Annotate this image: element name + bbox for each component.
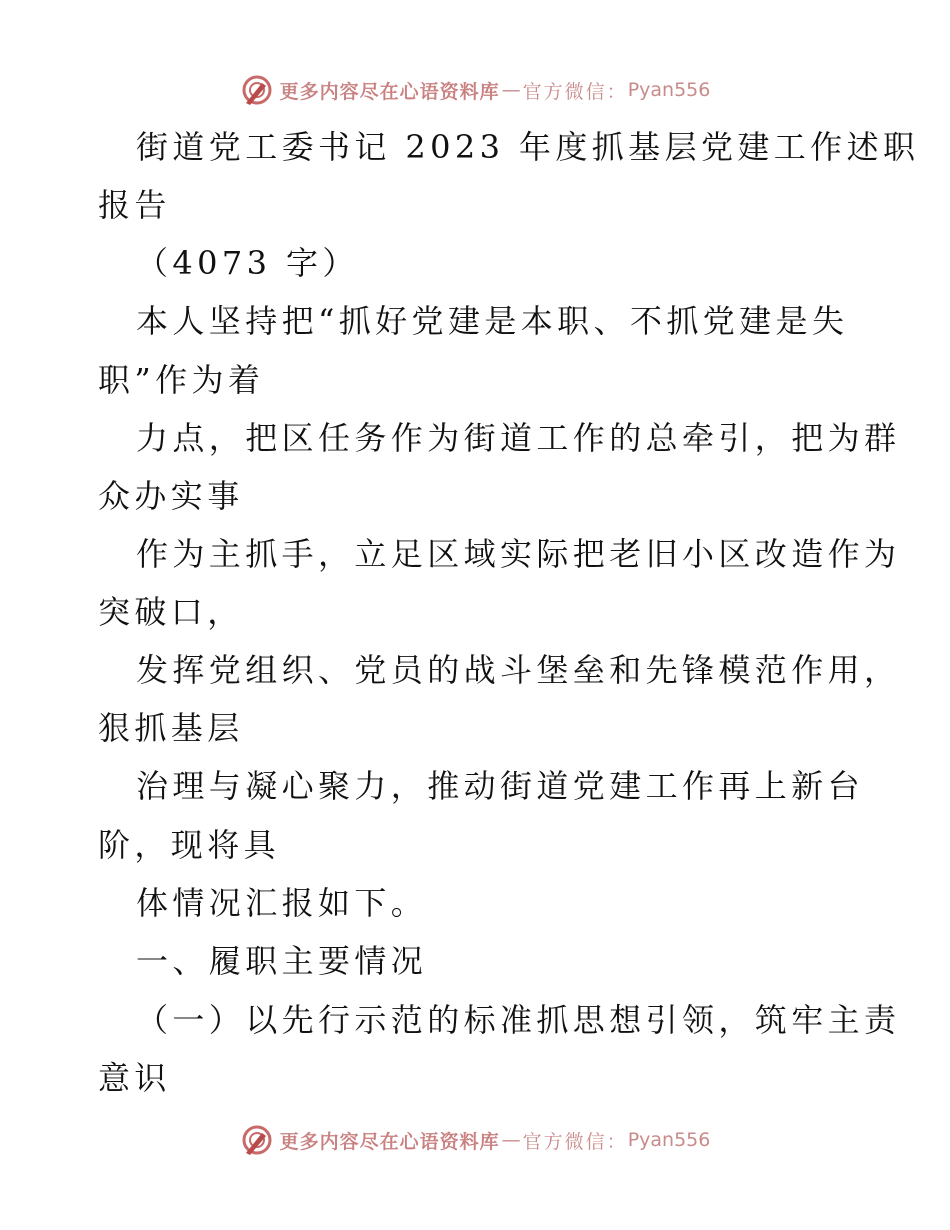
pen-in-circle-icon [240, 1123, 274, 1157]
paragraph-line: 力点，把区任务作为街道工作的总牵引，把为群 [136, 419, 901, 457]
watermark-main-text: 更多内容尽在心语资料库 [279, 80, 500, 103]
paragraph-line: 狠抓基层 [98, 709, 244, 747]
paragraph-line: 发挥党组织、党员的战斗堡垒和先锋模范作用， [136, 651, 901, 689]
word-count: （4073 字） [136, 244, 359, 282]
footer-watermark [0, 1120, 950, 1160]
document-title-line-1: 街道党工委书记 2023 年度抓基层党建工作述职 [136, 128, 920, 166]
paragraph-line: 众办实事 [98, 477, 244, 515]
paragraph-line: 体情况汇报如下。 [136, 884, 428, 922]
watermark-separator: — [501, 1129, 521, 1151]
paragraph-line: 突破口， [98, 593, 244, 631]
paragraph-line: 职”作为着 [98, 361, 265, 399]
watermark-sub-text: 官方微信： [522, 1130, 628, 1153]
watermark-wechat-id: Pyan556 [627, 79, 711, 101]
document-title-line-2: 报告 [98, 186, 171, 224]
watermark-separator: — [501, 79, 521, 101]
paragraph-line: 作为主抓手，立足区域实际把老旧小区改造作为 [136, 535, 901, 573]
watermark-main-text: 更多内容尽在心语资料库 [279, 1130, 500, 1153]
header-watermark [0, 70, 950, 110]
subsection-heading-line-2: 意识 [98, 1059, 171, 1097]
paragraph-line: 本人坚持把“抓好党建是本职、不抓党建是失 [136, 302, 849, 340]
paragraph-line: 治理与凝心聚力，推动街道党建工作再上新台 [136, 767, 865, 805]
subsection-heading-line-1: （一）以先行示范的标准抓思想引领，筑牢主责 [136, 1001, 901, 1039]
watermark-sub-text: 官方微信： [522, 80, 628, 103]
watermark-wechat-id: Pyan556 [627, 1129, 711, 1151]
section-heading: 一、履职主要情况 [136, 942, 428, 980]
paragraph-line: 阶，现将具 [98, 826, 281, 864]
pen-in-circle-icon [240, 73, 274, 107]
